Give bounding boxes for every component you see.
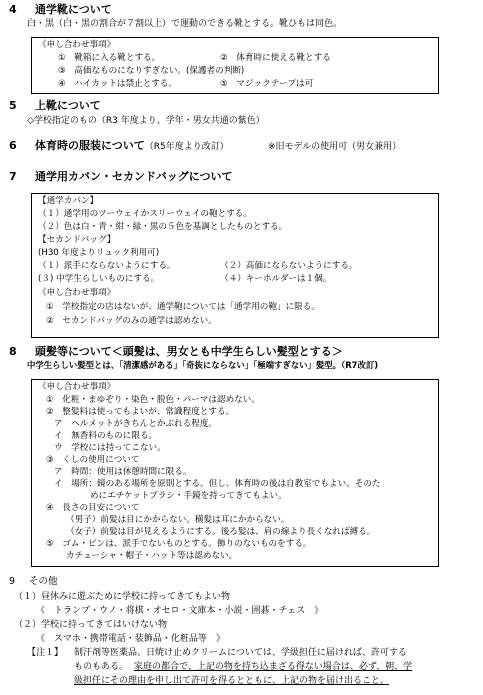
rule-subitem: めにエチケットブラシ・手鏡を持ってきてもよい。 <box>90 491 287 501</box>
note-label: 【注１】 <box>27 648 64 658</box>
rule-subitem: （女子）前髪は目が見えるようにする。後ろ髪は、肩の線より長くなれば縛る。 <box>66 527 376 537</box>
section-number: 6 <box>9 139 17 152</box>
box-title: 《申し合わせ事項》 <box>38 288 116 298</box>
section-9-line2: （２）学校に持ってきてはいけない物 <box>14 620 168 630</box>
section-7-heading <box>9 171 233 184</box>
rule-item: ① 化粧・まゆぞり・染色・脱色・パーマは認めない。 <box>46 395 260 405</box>
section-9-heading <box>9 577 58 588</box>
box-line: （４）キーホルダーは１個。 <box>220 274 332 284</box>
section-7-box <box>31 193 439 338</box>
section-note: （R5年度より改訂） <box>144 142 229 152</box>
box-title: 《申し合わせ事項》 <box>38 382 116 392</box>
note-underlined-text: 級担任にその理由を申し出て許可を得るとともに、上記の物を届け出ること。 <box>74 676 390 686</box>
note-underlined-text: 家庭の都合で、上記の物を持ち込まざる得ない場合は、必ず、朝、学 <box>134 662 413 672</box>
section-title: その他 <box>29 576 58 587</box>
box-line: 【通学カバン】 <box>38 196 99 206</box>
section-5-heading <box>9 100 101 113</box>
section-title: 体育時の服装について <box>35 139 145 152</box>
rule-subitem: ア ヘルメットがきちんとかぶれる程度。 <box>54 419 218 429</box>
section-8-desc: 中学生らしい髪型とは、「清潔感がある」「奇抜にならない」「極端すぎない」髪型。（R7改訂) <box>27 360 379 370</box>
rule-subitem: （男子）前髪は目にかからない。横髪は耳にかからない。 <box>66 515 290 525</box>
box-line: （２）色は白・青・紺・緑・黒の５色を基調としたものとする。 <box>38 222 288 232</box>
box-line: （１）派手にならないようにする。 <box>38 261 176 271</box>
section-number: 4 <box>9 3 17 16</box>
section-title: 頭髪等について＜頭髪は、男女とも中学生らしい髪型とする＞ <box>35 345 343 358</box>
rule-subitem: イ 無香料のものに限る。 <box>54 431 158 441</box>
section-4-heading <box>9 4 112 17</box>
box-title: 《申し合わせ事項》 <box>38 40 116 50</box>
rule-item: ③ 高価なものになりすぎない。(保護者の判断) <box>58 66 245 76</box>
section-4-box <box>31 37 439 94</box>
rule-subitem: カチューシャ・帽子・ハット等は認めない。 <box>66 551 238 561</box>
rule-item: ③ くしの使用について <box>46 455 140 465</box>
section-8-heading <box>9 346 343 359</box>
rule-subitem: ア 時間：使用は休憩時間に限る。 <box>54 467 192 477</box>
box-line: 【セカンドバッグ】 <box>38 235 116 245</box>
section-6-heading <box>9 140 229 153</box>
rule-item: ⑤ マジックテープは可 <box>220 79 314 89</box>
section-8-box <box>31 379 439 567</box>
section-4-desc: 白・黒（白・黒の割合が７割以上）で運動のできる靴とする。靴ひもは同色。 <box>27 19 343 29</box>
rule-subitem: イ 場所：鏡のある場所を原則とする。但し、体育時の後は自教室でもよい。そのた <box>54 479 381 489</box>
section-5-desc: ◇学校指定のもの（R3 年度より、学年・男女共通の紫色） <box>27 116 265 126</box>
section-9-prohibited-items: 《 スマホ・携帯電話・装飾品・化粧品等 》 <box>36 634 225 644</box>
box-line: （１）通学用のツーウェイかスリーウェイの鞄とする。 <box>38 209 252 219</box>
section-number: 9 <box>9 576 16 587</box>
rule-item: ② セカンドバッグのみの通学は認めない。 <box>46 316 217 326</box>
note-line: 制汗剤等医薬品、日焼け止めクリームについては、学級担任に届ければ、許可する <box>74 648 407 658</box>
section-6-extra: ※旧モデルの使用可（男女兼用） <box>268 142 402 152</box>
rule-item: ⑤ ゴム・ピンは、派手でないものとする。飾りのないものをする。 <box>46 539 312 549</box>
box-line: (H30 年度よりリュック利用可) <box>38 248 160 258</box>
rule-item: ① 学校指定の店はないが、通学鞄については「通学用の鞄」に限る。 <box>46 302 320 312</box>
section-title: 上靴について <box>35 99 101 112</box>
section-9-allowed-items: 《 トランプ・ウノ・将棋・オセロ・文庫本・小説・囲碁・チェス 》 <box>36 606 324 616</box>
box-line: （２）高価にならないようにする。 <box>220 261 358 271</box>
rule-subitem: ウ 学校には持ってこない。 <box>54 443 166 453</box>
rule-item: ④ ハイカットは禁止とする。 <box>58 79 178 89</box>
box-line: (３) 中学生らしいものにする。 <box>38 274 160 284</box>
rule-item: ② 整髪料は使ってもよいが、常識程度とする。 <box>46 407 235 417</box>
rule-item: ② 体育時に使える靴とする <box>220 53 331 63</box>
section-9-line1: （１）昼休みに遊ぶために学校に持ってきてもよい物 <box>14 592 231 602</box>
rule-item: ④ 長さの目安について <box>46 503 140 513</box>
section-title: 通学用カバン・セカンドバッグについて <box>35 170 233 183</box>
note-line <box>74 662 412 672</box>
note-text: ものもある。 <box>74 662 129 672</box>
section-number: 5 <box>9 99 17 112</box>
section-number: 7 <box>9 170 17 183</box>
section-title: 通学靴について <box>35 3 112 16</box>
rule-item: ① 靴箱に入る靴とする。 <box>58 53 161 63</box>
section-number: 8 <box>9 345 17 358</box>
